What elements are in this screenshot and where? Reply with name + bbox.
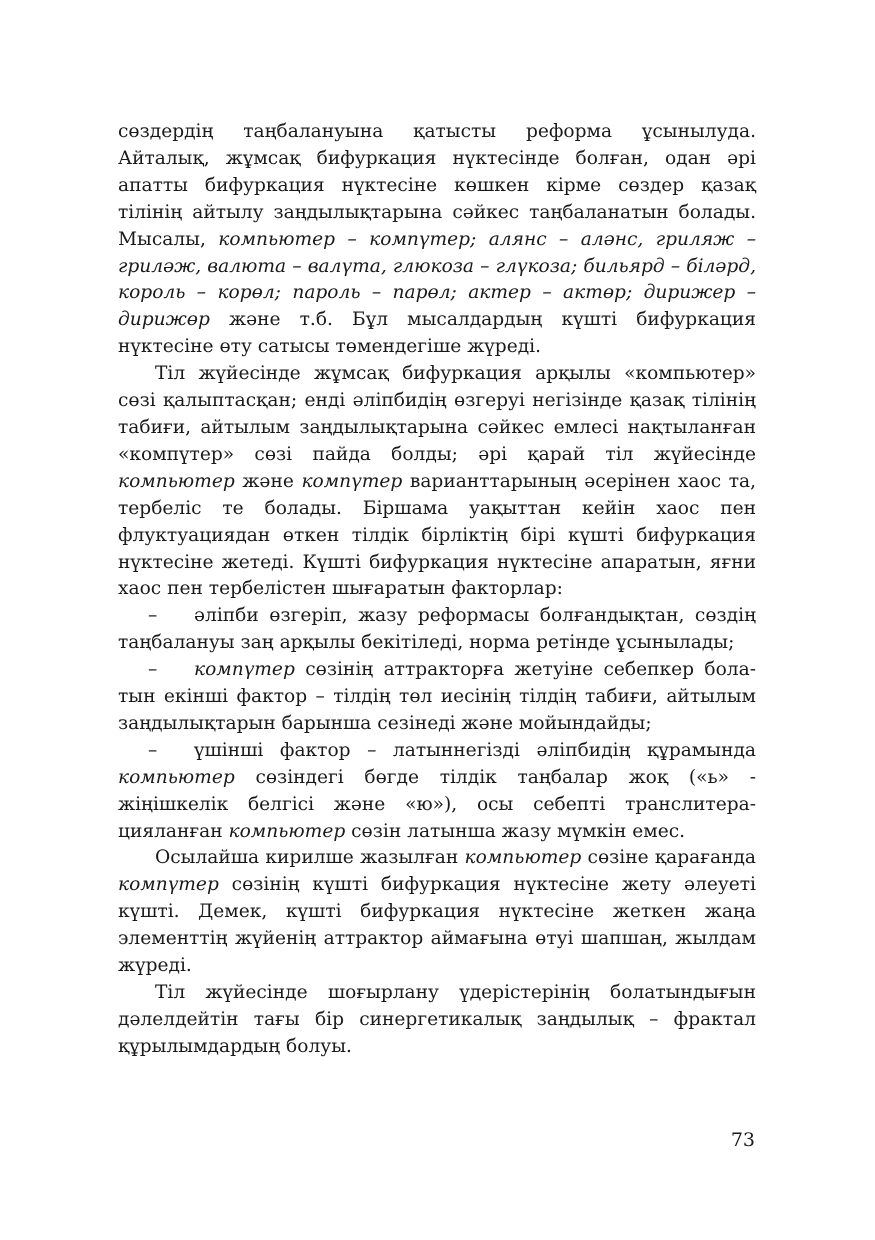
text-flow <box>118 119 756 1061</box>
text-run: сөзіндегі бөгде тілдік таңбалар жоқ («ь» - жіңішкелік белгісі жəне «ю»), осы себепті транслитерацияланған <box>118 766 756 842</box>
italic-term: компьютер <box>464 847 582 869</box>
italic-term: компүтер <box>118 874 219 896</box>
paragraph-p1 <box>118 119 756 361</box>
italic-term: компьютер – компүтер; алянс – алəнс, гриляж – грилəж, валюта – валүта, глюкоза – глүкоза; бильярд – білəрд, король – корөл; пароль – парөл; актер – актөр; дирижер – дирижөр <box>118 228 756 331</box>
text-run: Тіл жүйесінде шоғырлану үдерістерінің болатындығын дəлелдейтін тағы бір синергетикалық заңдылық – фрактал құрылымдардың болуы. <box>118 982 756 1057</box>
text-run: сөзінің күшті бифуркация нүктесіне жету əлеуеті күшті. Демек, күшті бифуркация нүктесіне жеткен жаңа элементтің жүйенің аттрактор аймағына өтуі шапшаң, жылдам жүреді. <box>118 874 756 977</box>
list-item <box>118 657 756 738</box>
text-run: сөздердің таңбалануына қатысты реформа ұсынылуда. Айталық, жұмсақ бифуркация нүктесінде болған, одан әрі апатты бифуркация нүктесіне көшкен кірме сөздер қазақ тілінің айтылу заңдылықтарына сәйкес таңбаланатын болады. Мысалы, <box>118 121 756 250</box>
paragraph-p4 <box>118 980 756 1061</box>
italic-term: компьютер <box>228 820 346 842</box>
page-body <box>118 119 756 1061</box>
italic-term: компүтер <box>301 470 403 492</box>
paragraph-p3 <box>118 845 756 980</box>
italic-term: компьютер <box>118 470 235 492</box>
list-item <box>118 603 756 657</box>
paragraph-p2 <box>118 361 756 603</box>
italic-term: компьютер <box>118 766 235 788</box>
list-dash: – <box>148 605 158 627</box>
text-run: сөзінің аттракторға жетуіне себепкер болатын екінші фактор – тілдің төл иесінің тілдің табиғи, айтылым заңдылықтарын барынша сезінеді жəне мойындайды; <box>118 659 756 734</box>
text-run: сөзіне қарағанда <box>581 847 757 869</box>
list-dash: – <box>148 739 158 761</box>
text-run: варианттарының əсерінен хаос та, тербеліс те болады. Біршама уақыттан кейін хаос пен флуктуациядан өткен тілдік бірліктің бірі күшті бифуркация нүктесіне жетеді. Күшті бифуркация нүктесіне апаратын, яғни хаос пен тербелістен шығаратын факторлар: <box>118 470 756 600</box>
text-run: сөзін латынша жазу мүмкін емес. <box>345 820 686 842</box>
text-run: Осылайша кирилше жазылған <box>155 847 465 869</box>
page-number: 73 <box>730 1129 755 1151</box>
italic-term: компүтер <box>194 659 295 681</box>
list-dash: – <box>148 659 158 681</box>
text-run: Тіл жүйесінде жұмсақ бифуркация арқылы «компьютер» сөзі қалыптасқан; енді əліпбидің өзгеруі негізінде қазақ тілінің табиғи, айтылым заңдылықтарына сəйкес емлесі нақтыланған «компүтер» сөзі пайда болды; əрі қарай тіл жүйесінде <box>118 363 756 465</box>
text-run: жəне т.б. Бұл мысалдардың күшті бифуркация нүктесіне өту сатысы төмендегіше жүреді. <box>118 309 756 358</box>
list-item <box>118 738 756 846</box>
text-run: əліпби өзгеріп, жазу реформасы болғандықтан, сөздің таңбалануы заң арқылы бекітіледі, норма ретінде ұсынылады; <box>118 605 756 654</box>
text-run: үшінші фактор – латыннегізді əліпбидің құрамында <box>194 739 756 761</box>
text-run: жəне <box>234 470 302 492</box>
